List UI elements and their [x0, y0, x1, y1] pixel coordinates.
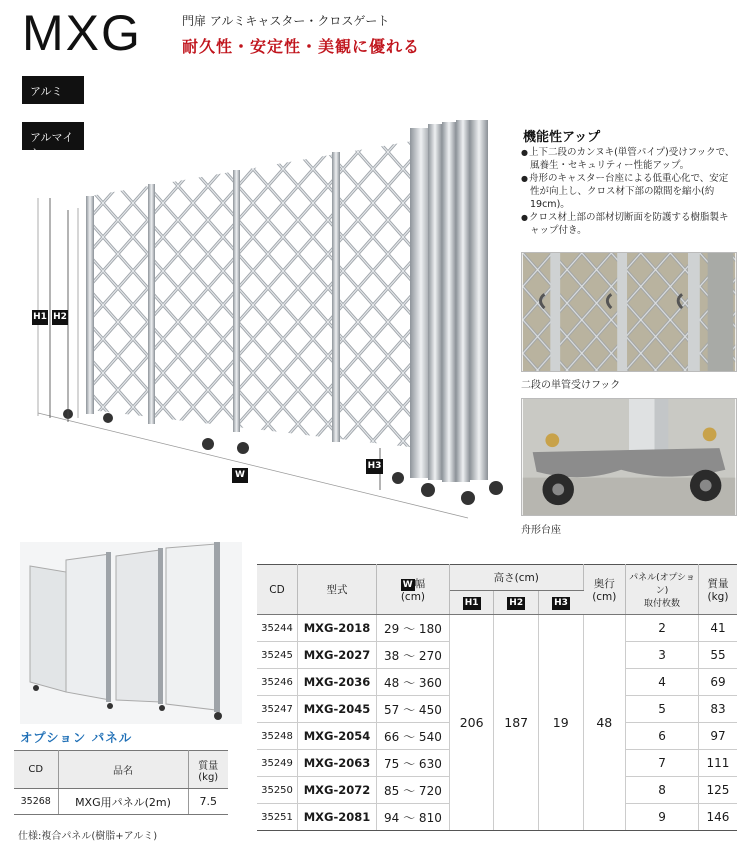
material-tag: アルミ	[22, 76, 84, 104]
spec-cd: 35246	[257, 669, 298, 696]
feature-item: ● 舟形のキャスター台座による低重心化で、安定性が向上し、クロス材下部の隙間を縮小(約19cm)。	[521, 172, 735, 211]
table-row	[14, 789, 228, 815]
spec-width: 48 ～ 360	[376, 669, 449, 696]
spec-cd: 35251	[257, 804, 298, 831]
spec-col-height: 高さ(cm)	[449, 565, 583, 591]
spec-model: MXG-2063	[298, 750, 377, 777]
spec-table	[257, 564, 737, 831]
h3-badge: H3	[552, 597, 570, 610]
h1-dimension-label: H1	[32, 310, 48, 325]
gate-illustration	[28, 118, 528, 528]
spec-h2-value: 187	[494, 615, 539, 831]
table-row	[257, 615, 737, 642]
spec-width: 85 ～ 720	[376, 777, 449, 804]
finish-tag: アルマイト	[22, 122, 84, 150]
spec-col-width	[376, 565, 449, 615]
spec-h1-value: 206	[449, 615, 494, 831]
option-col-name: 品名	[58, 751, 188, 789]
spec-width: 29 ～ 180	[376, 615, 449, 642]
spec-width: 38 ～ 270	[376, 642, 449, 669]
feature-item: ● 上下二段のカンヌキ(単管パイプ)受けフックで、風養生・セキュリティー性能アップ。	[521, 146, 735, 172]
option-col-cd: CD	[14, 751, 58, 789]
spec-model: MXG-2018	[298, 615, 377, 642]
spec-panels: 3	[626, 642, 699, 669]
width-badge: W	[402, 580, 413, 590]
spec-weight: 41	[698, 615, 737, 642]
width-header: 幅	[414, 578, 426, 590]
spec-weight: 146	[698, 804, 737, 831]
spec-cd: 35245	[257, 642, 298, 669]
spec-model: MXG-2027	[298, 642, 377, 669]
spec-weight: 83	[698, 696, 737, 723]
weight-unit: (kg)	[707, 591, 729, 603]
depth-header: 奥行	[593, 578, 615, 590]
panel-header: パネル(オプション)	[629, 573, 695, 596]
option-cd: 35268	[14, 789, 58, 815]
spec-weight: 125	[698, 777, 737, 804]
spec-model: MXG-2036	[298, 669, 377, 696]
spec-weight: 111	[698, 750, 737, 777]
model-name: MXG	[22, 5, 142, 61]
h1-badge: H1	[463, 597, 481, 610]
spec-width: 75 ～ 630	[376, 750, 449, 777]
spec-model: MXG-2081	[298, 804, 377, 831]
catchphrase: 耐久性・安定性・美観に優れる	[182, 37, 421, 56]
option-col-weight: 質量 (kg)	[188, 751, 228, 789]
spec-weight: 69	[698, 669, 737, 696]
width-unit: (cm)	[400, 591, 426, 603]
spec-cd: 35250	[257, 777, 298, 804]
spec-width: 57 ～ 450	[376, 696, 449, 723]
w-dimension-label: W	[232, 468, 248, 483]
spec-col-h1	[449, 591, 494, 615]
spec-header-row-1	[257, 565, 737, 591]
spec-panels: 9	[626, 804, 699, 831]
spec-weight: 97	[698, 723, 737, 750]
panel-header-2: 取付枚数	[644, 599, 681, 609]
spec-col-model: 型式	[298, 565, 377, 615]
spec-model: MXG-2054	[298, 723, 377, 750]
option-name: MXG用パネル(2m)	[58, 789, 188, 815]
hook-photo	[521, 252, 737, 372]
spec-model: MXG-2045	[298, 696, 377, 723]
spec-h3-value: 19	[538, 615, 583, 831]
spec-cd: 35247	[257, 696, 298, 723]
option-weight: 7.5	[188, 789, 228, 815]
spec-model: MXG-2072	[298, 777, 377, 804]
spec-cd: 35249	[257, 750, 298, 777]
spec-panels: 2	[626, 615, 699, 642]
feature-item: ● クロス材上部の部材切断面を防護する樹脂製キャップ付き。	[521, 211, 735, 237]
option-table-header	[14, 751, 228, 789]
spec-panels: 5	[626, 696, 699, 723]
spec-panels: 6	[626, 723, 699, 750]
spec-cd: 35248	[257, 723, 298, 750]
weight-header: 質量	[707, 578, 729, 590]
product-subtitle: 門扉 アルミキャスター・クロスゲート	[182, 14, 390, 28]
h2-badge: H2	[507, 597, 525, 610]
base-photo	[521, 398, 737, 516]
spec-col-panels	[626, 565, 699, 615]
spec-depth-value: 48	[583, 615, 626, 831]
spec-col-h2	[494, 591, 539, 615]
spec-col-depth	[583, 565, 626, 615]
spec-col-weight	[698, 565, 737, 615]
spec-col-h3	[538, 591, 583, 615]
option-table	[14, 750, 228, 815]
hook-photo-caption: 二段の単管受けフック	[521, 380, 621, 391]
option-note: 仕様:複合パネル(樹脂+アルミ)	[18, 831, 158, 842]
features-title: 機能性アップ	[523, 130, 601, 145]
option-panel-illustration	[20, 542, 242, 724]
h2-dimension-label: H2	[52, 310, 68, 325]
spec-cd: 35244	[257, 615, 298, 642]
depth-unit: (cm)	[592, 591, 617, 603]
spec-panels: 8	[626, 777, 699, 804]
spec-panels: 4	[626, 669, 699, 696]
spec-panels: 7	[626, 750, 699, 777]
option-title: オプション パネル	[20, 730, 133, 745]
spec-width: 94 ～ 810	[376, 804, 449, 831]
h3-dimension-label: H3	[366, 459, 383, 474]
base-photo-caption: 舟形台座	[521, 525, 561, 536]
spec-weight: 55	[698, 642, 737, 669]
spec-col-cd: CD	[257, 565, 298, 615]
features-list	[521, 146, 735, 237]
spec-width: 66 ～ 540	[376, 723, 449, 750]
